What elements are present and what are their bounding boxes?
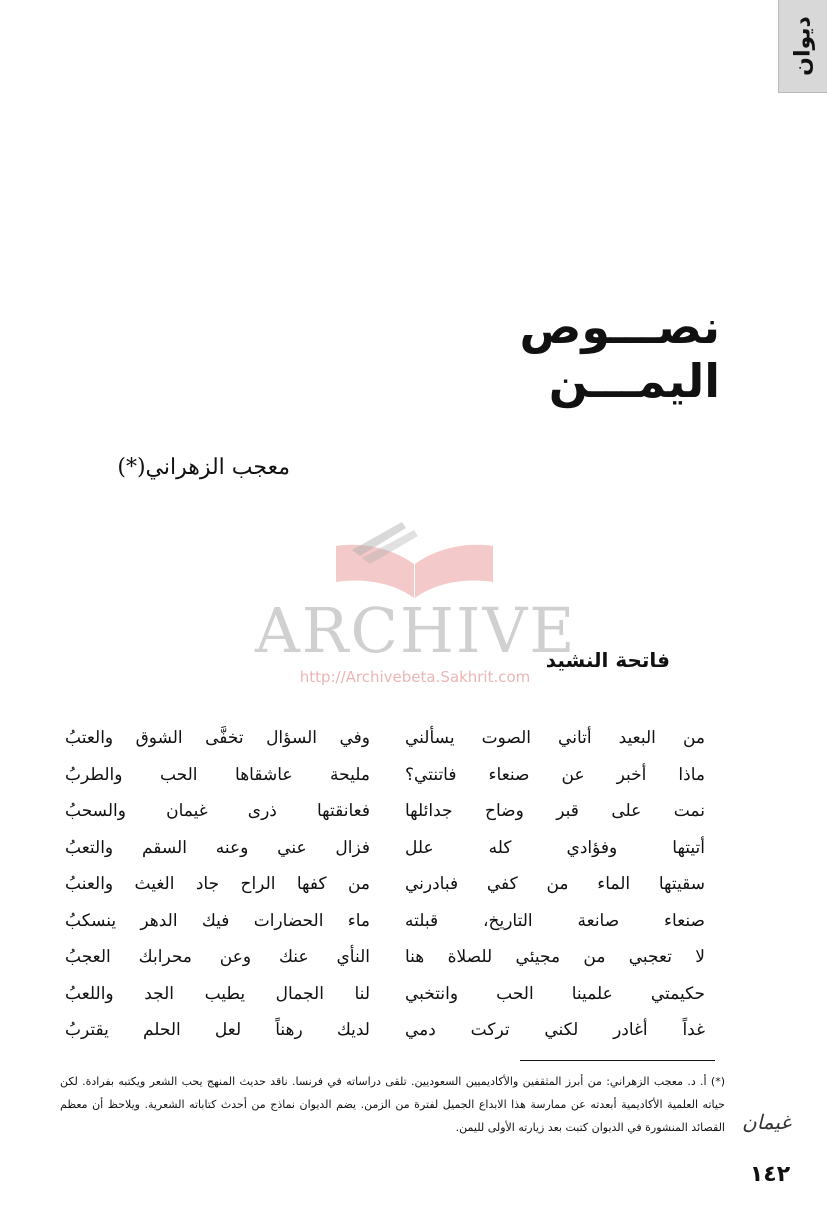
verse-right: حكيمتي علمينا الحب وانتخبي bbox=[405, 983, 705, 1004]
author-name: معجب الزهراني(*) bbox=[117, 455, 290, 480]
page-title: نصـــوص اليمـــن bbox=[519, 300, 720, 408]
poem-right-column bbox=[405, 720, 705, 1049]
watermark-book-icon bbox=[332, 520, 497, 600]
poem-heading: فاتحة النشيد bbox=[545, 648, 670, 672]
verse-left: النأي عنك وعن محرابك العجبُ bbox=[65, 947, 370, 967]
verse-left: وفي السؤال تخفَّى الشوق والعتبُ bbox=[65, 728, 370, 748]
verse-left: من كفها الراح جاد الغيث والعنبُ bbox=[65, 874, 370, 894]
watermark-url: http://Archivebeta.Sakhrit.com bbox=[299, 668, 531, 686]
watermark-text: ARCHIVE bbox=[255, 594, 577, 667]
magazine-logo bbox=[742, 1110, 800, 1150]
verse-left: فزال عني وعنه السقم والتعبُ bbox=[65, 837, 370, 858]
verse-right: لا تعجبي من مجيئي للصلاة هنا bbox=[405, 947, 705, 967]
magazine-logo-text: غيمان bbox=[742, 1110, 791, 1134]
verse-left: فعانقتها ذرى غيمان والسحبُ bbox=[65, 801, 370, 821]
footnote: (*) أ. د. معجب الزهراني: من أبرز المثقفين والأكاديميين السعوديين. تلقى دراساته في فرنسا. ناقد حديث المنهج يحب الشعر ويكتبه بفرادة. لكن حياته العلمية الأكاديمية أبعدته عن ممارسة هذا الابداع الجميل لفترة من الزمن. يضم الديوان نماذج من أحدث كتاباته الشعرية. ويلاحظ أن معظم القصائد المنشورة في الديوان كتبت بعد زيارته الأولى لليمن. bbox=[60, 1075, 725, 1134]
verse-left: لنا الجمال يطيب الجد واللعبُ bbox=[65, 983, 370, 1004]
verse-right: سقيتها الماء من كفي فبادرني bbox=[405, 874, 705, 894]
section-tab bbox=[778, 0, 827, 93]
verse-left: لديك رهناً لعل الحلم يقتربُ bbox=[65, 1020, 370, 1040]
verse-right: صنعاء صانعة التاريخ، قبلته bbox=[405, 910, 705, 931]
verse-right: نمت على قبر وضاح جدائلها bbox=[405, 801, 705, 821]
poem-left-column bbox=[65, 720, 370, 1049]
verse-left: مليحة عاشقاها الحب والطربُ bbox=[65, 764, 370, 785]
verse-left: ماء الحضارات فيك الدهر ينسكبُ bbox=[65, 910, 370, 931]
verse-right: غداً أغادر لكني تركت دمي bbox=[405, 1020, 705, 1040]
verse-right: ماذا أخبر عن صنعاء فاتنتي؟ bbox=[405, 764, 705, 785]
verse-right: من البعيد أتاني الصوت يسألني bbox=[405, 728, 705, 748]
footnote-divider bbox=[520, 1060, 715, 1061]
page-number: ١٤٢ bbox=[749, 1162, 791, 1187]
section-tab-label: ديوان bbox=[790, 16, 816, 76]
verse-right: أتيتها وفؤادي كله علل bbox=[405, 837, 705, 858]
